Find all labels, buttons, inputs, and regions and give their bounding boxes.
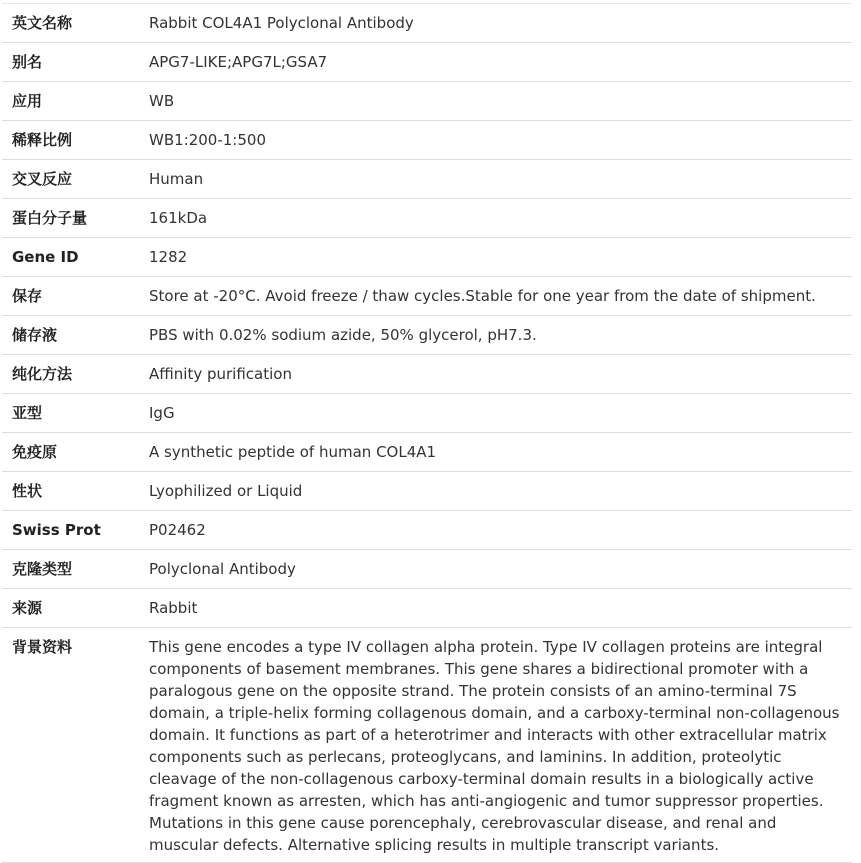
- spec-label: 纯化方法: [2, 355, 139, 394]
- spec-row: [2, 277, 852, 316]
- spec-row: [2, 394, 852, 433]
- spec-label: 交叉反应: [2, 160, 139, 199]
- spec-value: Affinity purification: [139, 355, 852, 394]
- spec-label: 来源: [2, 589, 139, 628]
- spec-row: [2, 43, 852, 82]
- spec-row: [2, 199, 852, 238]
- background-row: [2, 628, 852, 863]
- spec-value: Human: [139, 160, 852, 199]
- spec-value: IgG: [139, 394, 852, 433]
- spec-label: 保存: [2, 277, 139, 316]
- spec-value: P02462: [139, 511, 852, 550]
- spec-value: APG7-LIKE;APG7L;GSA7: [139, 43, 852, 82]
- background-label: 背景资料: [2, 628, 139, 863]
- spec-row: [2, 433, 852, 472]
- spec-label: Gene ID: [2, 238, 139, 277]
- spec-table-body: [2, 4, 852, 863]
- spec-row: [2, 472, 852, 511]
- spec-row: [2, 550, 852, 589]
- spec-row: [2, 355, 852, 394]
- spec-value: A synthetic peptide of human COL4A1: [139, 433, 852, 472]
- spec-label: 稀释比例: [2, 121, 139, 160]
- spec-row: [2, 238, 852, 277]
- spec-label: 免疫原: [2, 433, 139, 472]
- spec-value: 161kDa: [139, 199, 852, 238]
- spec-label: Swiss Prot: [2, 511, 139, 550]
- spec-value: PBS with 0.02% sodium azide, 50% glycerol, pH7.3.: [139, 316, 852, 355]
- spec-value: Rabbit: [139, 589, 852, 628]
- spec-label: 蛋白分子量: [2, 199, 139, 238]
- spec-row: [2, 82, 852, 121]
- spec-row: [2, 511, 852, 550]
- spec-label: 储存液: [2, 316, 139, 355]
- spec-value: Rabbit COL4A1 Polyclonal Antibody: [139, 4, 852, 43]
- product-spec-table: [2, 3, 852, 863]
- spec-value: WB1:200-1:500: [139, 121, 852, 160]
- spec-label: 别名: [2, 43, 139, 82]
- spec-value: Lyophilized or Liquid: [139, 472, 852, 511]
- spec-row: [2, 589, 852, 628]
- spec-value: Store at -20°C. Avoid freeze / thaw cycles.Stable for one year from the date of shipment.: [139, 277, 852, 316]
- spec-row: [2, 160, 852, 199]
- spec-label: 性状: [2, 472, 139, 511]
- spec-value: WB: [139, 82, 852, 121]
- spec-label: 应用: [2, 82, 139, 121]
- spec-label: 英文名称: [2, 4, 139, 43]
- background-text-cell: [139, 628, 852, 863]
- spec-label: 亚型: [2, 394, 139, 433]
- spec-row: [2, 316, 852, 355]
- spec-value: Polyclonal Antibody: [139, 550, 852, 589]
- background-description: This gene encodes a type IV collagen alpha protein. Type IV collagen proteins are integral components of basement membranes. This gene shares a bidirectional promoter with a paralogous gene on the opposite strand. The protein consists of an amino-terminal 7S domain, a triple-helix forming collagenous domain, and a carboxy-terminal non-collagenous domain. It functions as part of a heterotrimer and interacts with other extracellular matrix components such as perlecans, proteoglycans, and laminins. In addition, proteolytic cleavage of the non-collagenous carboxy-terminal domain results in a biologically active fragment known as arresten, which has anti-angiogenic and tumor suppressor properties. Mutations in this gene cause porencephaly, cerebrovascular disease, and renal and muscular defects. Alternative splicing results in multiple transcript variants.: [149, 638, 840, 854]
- spec-row: [2, 121, 852, 160]
- spec-value: 1282: [139, 238, 852, 277]
- spec-label: 克隆类型: [2, 550, 139, 589]
- spec-row: [2, 4, 852, 43]
